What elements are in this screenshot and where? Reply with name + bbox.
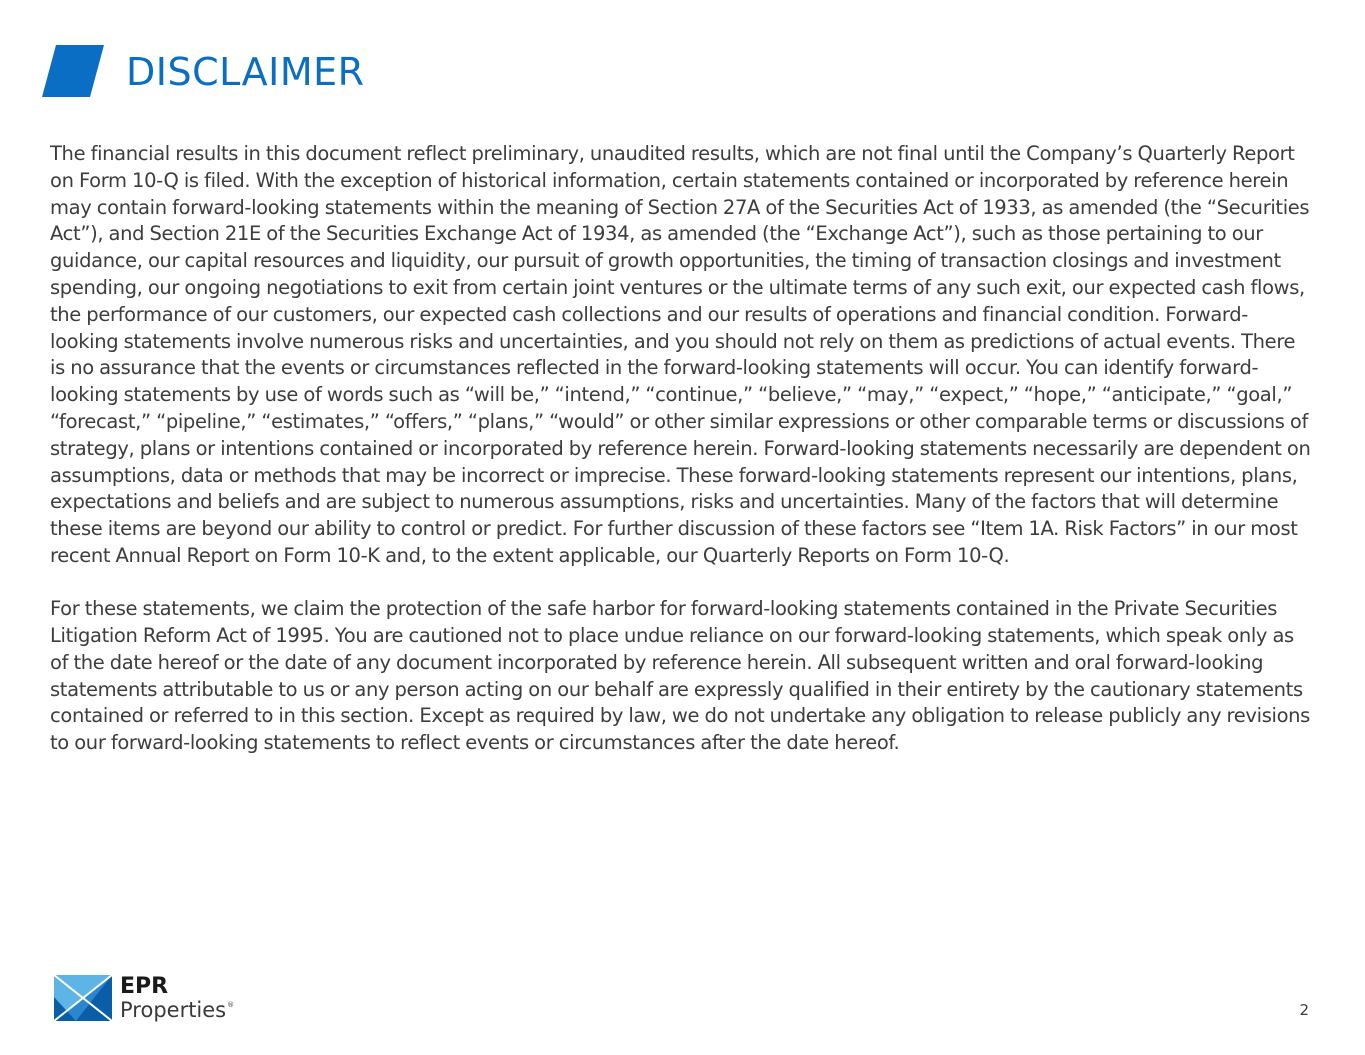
page-header	[42, 45, 365, 97]
disclaimer-body	[50, 141, 1315, 784]
epr-logo-icon	[54, 975, 112, 1021]
blue-parallelogram-icon	[42, 45, 104, 97]
logo-properties-text	[120, 1000, 234, 1021]
logo-properties-label: Properties	[120, 998, 227, 1022]
disclaimer-paragraph-2: For these statements, we claim the protection of the safe harbor for forward-looking statements contained in the Private Securities Litigation Reform Act of 1995. You are cautioned not to place undue reliance on our forward-looking statements, which speak only as of the date hereof or the date of any document incorporated by reference herein. All subsequent written and oral forward-looking statements attributable to us or any person acting on our behalf are expressly qualified in their entirety by the cautionary statements contained or referred to in this section. Except as required by law, we do not undertake any obligation to release publicly any revisions to our forward-looking statements to reflect events or circumstances after the date hereof.	[50, 597, 1310, 755]
logo-epr-text: EPR	[120, 974, 169, 999]
page-title: DISCLAIMER	[126, 50, 365, 94]
company-logo	[54, 975, 234, 1025]
disclaimer-paragraph-1: The financial results in this document reflect preliminary, unaudited results, which are not final until the Company’s Quarterly Report on Form 10-Q is filed. With the exception of historical information, certain statements contained or incorporated by reference herein may contain forward-looking statements within the meaning of Section 27A of the Securities Act of 1933, as amended (the “Securities Act”), and Section 21E of the Securities Exchange Act of 1934, as amended (the “Exchange Act”), such as those pertaining to our guidance, our capital resources and liquidity, our pursuit of growth opportunities, the timing of transaction closings and investment spending, our ongoing negotiations to exit from certain joint ventures or the ultimate terms of any such exit, our expected cash flows, the performance of our customers, our expected cash collections and our results of operations and financial condition. Forward-looking statements involve numerous risks and uncertainties, and you should not rely on them as predictions of actual events. There is no assurance that the events or circumstances reflected in the forward-looking statements will occur. You can identify forward-looking statements by use of words such as “will be,” “intend,” “continue,” “believe,” “may,” “expect,” “hope,” “anticipate,” “goal,” “forecast,” “pipeline,” “estimates,” “offers,” “plans,” “would” or other similar expressions or other comparable terms or discussions of strategy, plans or intentions contained or incorporated by reference herein. Forward-looking statements necessarily are dependent on assumptions, data or methods that may be incorrect or imprecise. These forward-looking statements represent our intentions, plans, expectations and beliefs and are subject to numerous assumptions, risks and uncertainties. Many of the factors that will determine these items are beyond our ability to control or predict. For further discussion of these factors see “Item 1A. Risk Factors” in our most recent Annual Report on Form 10-K and, to the extent applicable, our Quarterly Reports on Form 10-Q.	[50, 142, 1311, 567]
registered-mark: ®	[227, 1001, 235, 1009]
page-number: 2	[1299, 1001, 1309, 1019]
logo-wordmark	[120, 975, 234, 1021]
